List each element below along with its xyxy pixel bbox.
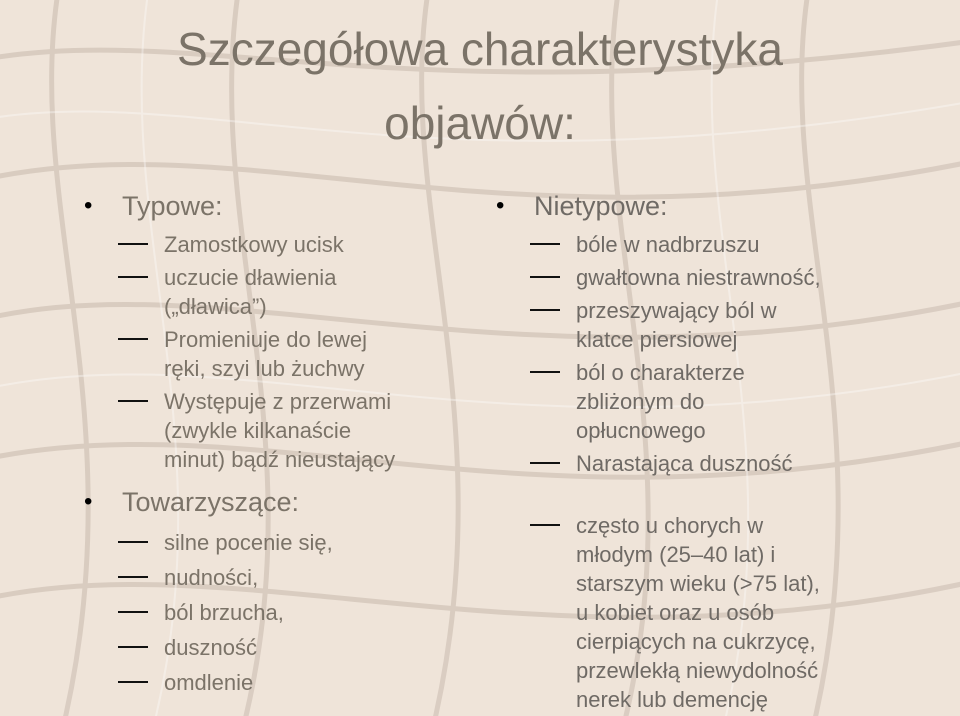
- list-item: [164, 528, 462, 557]
- dash-icon: [118, 276, 148, 278]
- list-item: [164, 633, 462, 662]
- list-item-text: Narastająca duszność: [576, 451, 793, 476]
- list-item: [164, 230, 462, 259]
- list-item: [576, 263, 934, 292]
- list-item: [576, 449, 934, 478]
- dash-icon: [530, 462, 560, 464]
- list-item-text: przeszywający ból w klatce piersiowej: [576, 298, 777, 352]
- list-item-text: gwałtowna niestrawność,: [576, 265, 821, 290]
- list-item-text: ból brzucha,: [164, 600, 284, 625]
- dash-icon: [530, 243, 560, 245]
- list-item-text: uczucie dławienia („dławica”): [164, 265, 337, 319]
- dash-icon: [118, 400, 148, 402]
- list-item: [576, 296, 934, 354]
- list-item-text: silne pocenie się,: [164, 530, 333, 555]
- dash-icon: [530, 276, 560, 278]
- nietypowe-heading: [496, 190, 934, 222]
- dash-icon: [118, 243, 148, 245]
- towarzyszace-label: Towarzyszące:: [122, 487, 300, 517]
- dash-icon: [118, 611, 148, 613]
- dash-icon: [530, 309, 560, 311]
- list-item: [576, 230, 934, 259]
- dash-icon: [118, 338, 148, 340]
- list-item-text: omdlenie: [164, 670, 254, 695]
- list-item: [164, 325, 462, 383]
- list-item-text: Promieniuje do lewej ręki, szyi lub żuchwy: [164, 327, 367, 381]
- dash-icon: [118, 576, 148, 578]
- list-item: [164, 263, 462, 321]
- list-item-text: często u chorych w młodym (25–40 lat) i starszym wieku (>75 lat), u kobiet oraz u osób cierpiących na cukrzycę, przewlekłą niewydolność nerek lub demencję: [576, 513, 820, 712]
- bullet-icon: •: [84, 488, 93, 515]
- list-item: [164, 563, 462, 592]
- bullet-icon: •: [496, 192, 505, 219]
- list-item-text: nudności,: [164, 565, 259, 590]
- typowe-heading: [84, 190, 462, 222]
- list-item: [164, 598, 462, 627]
- list-item-text: Zamostkowy ucisk: [164, 232, 344, 257]
- list-item-text: duszność: [164, 635, 257, 660]
- page-title-line-1: Szczegółowa charakterystyka: [177, 23, 783, 75]
- list-item: [576, 358, 934, 445]
- dash-icon: [118, 646, 148, 648]
- list-item-text: ból o charakterze zbliżonym do opłucnowego: [576, 360, 745, 443]
- page-title-line-2: objawów:: [384, 97, 576, 149]
- right-column: [496, 190, 934, 716]
- dash-icon: [118, 681, 148, 683]
- list-item: [576, 511, 934, 714]
- list-item: [164, 668, 462, 697]
- list-item: [164, 387, 462, 474]
- list-item-text: bóle w nadbrzuszu: [576, 232, 760, 257]
- dash-icon: [530, 371, 560, 373]
- bullet-icon: •: [84, 192, 93, 219]
- dash-icon: [530, 524, 560, 526]
- list-item-text: Występuje z przerwami (zwykle kilkanaście minut) bądź nieustający: [164, 389, 396, 472]
- page-title: [0, 22, 960, 150]
- towarzyszace-heading: [84, 486, 462, 518]
- left-column: [84, 190, 462, 697]
- nietypowe-label: Nietypowe:: [534, 191, 668, 221]
- dash-icon: [118, 541, 148, 543]
- typowe-label: Typowe:: [122, 191, 223, 221]
